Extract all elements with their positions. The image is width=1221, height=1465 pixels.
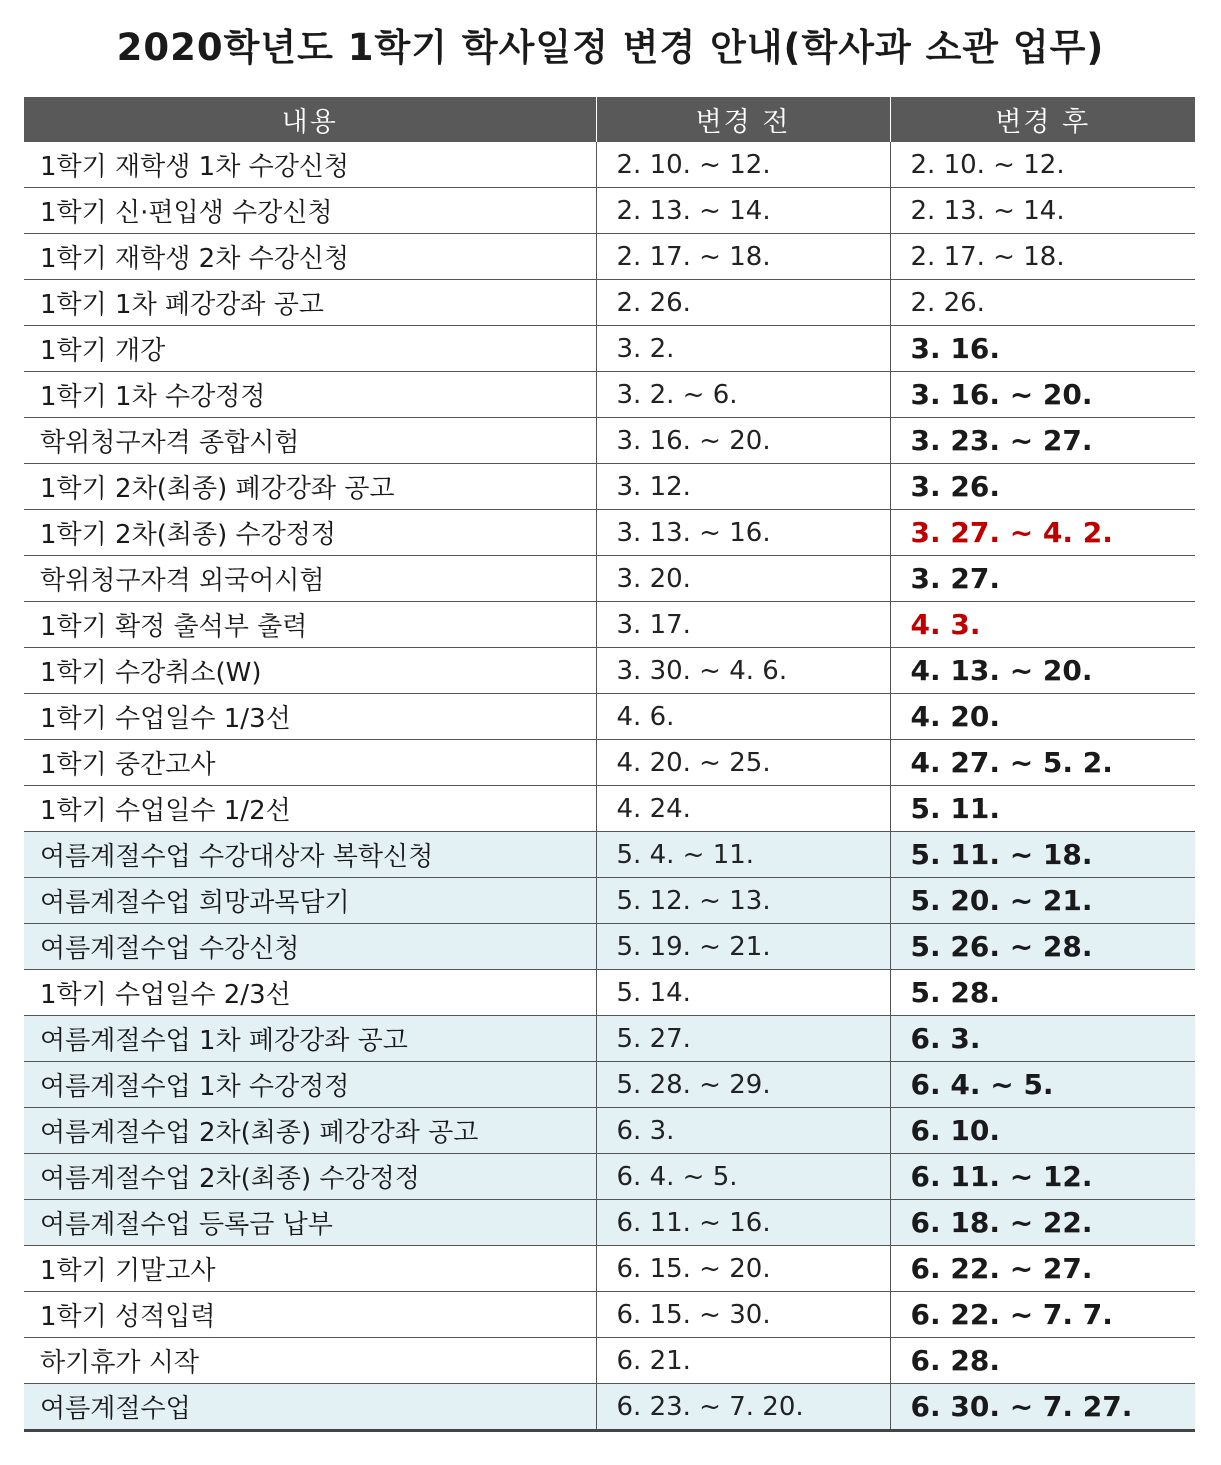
cell-after: 3. 23. ~ 27. [890,418,1195,464]
table-row [24,924,1195,970]
table-row [24,1338,1195,1384]
cell-after: 5. 11. ~ 18. [890,832,1195,878]
cell-before: 5. 28. ~ 29. [596,1062,890,1108]
cell-after: 3. 16. ~ 20. [890,372,1195,418]
cell-content: 1학기 기말고사 [24,1246,596,1292]
cell-content: 하기휴가 시작 [24,1338,596,1384]
table-row [24,1292,1195,1338]
cell-after: 2. 10. ~ 12. [890,142,1195,188]
cell-after: 4. 27. ~ 5. 2. [890,740,1195,786]
cell-before: 3. 20. [596,556,890,602]
table-row [24,280,1195,326]
cell-content: 학위청구자격 종합시험 [24,418,596,464]
cell-before: 6. 11. ~ 16. [596,1200,890,1246]
cell-before: 6. 3. [596,1108,890,1154]
cell-content: 1학기 신·편입생 수강신청 [24,188,596,234]
table-row [24,188,1195,234]
cell-before: 6. 4. ~ 5. [596,1154,890,1200]
cell-content: 여름계절수업 수강신청 [24,924,596,970]
cell-after: 6. 22. ~ 7. 7. [890,1292,1195,1338]
cell-content: 1학기 성적입력 [24,1292,596,1338]
cell-after: 4. 13. ~ 20. [890,648,1195,694]
cell-after: 3. 27. [890,556,1195,602]
cell-before: 6. 21. [596,1338,890,1384]
header-before: 변경 전 [596,97,890,142]
cell-content: 1학기 수강취소(W) [24,648,596,694]
table-row [24,326,1195,372]
table-row [24,1108,1195,1154]
cell-before: 3. 16. ~ 20. [596,418,890,464]
table-row [24,142,1195,188]
cell-before: 3. 13. ~ 16. [596,510,890,556]
cell-before: 4. 6. [596,694,890,740]
cell-content: 여름계절수업 등록금 납부 [24,1200,596,1246]
cell-before: 6. 15. ~ 30. [596,1292,890,1338]
cell-before: 6. 15. ~ 20. [596,1246,890,1292]
cell-before: 5. 19. ~ 21. [596,924,890,970]
table-row [24,602,1195,648]
cell-before: 3. 2. ~ 6. [596,372,890,418]
cell-content: 1학기 중간고사 [24,740,596,786]
cell-after: 2. 26. [890,280,1195,326]
cell-after: 6. 3. [890,1016,1195,1062]
cell-before: 5. 12. ~ 13. [596,878,890,924]
cell-after: 5. 28. [890,970,1195,1016]
cell-after: 6. 10. [890,1108,1195,1154]
cell-after: 4. 3. [890,602,1195,648]
table-header-row [24,97,1195,142]
table-row [24,1062,1195,1108]
cell-before: 4. 20. ~ 25. [596,740,890,786]
cell-after: 6. 18. ~ 22. [890,1200,1195,1246]
table-row [24,1246,1195,1292]
cell-content: 1학기 2차(최종) 폐강강좌 공고 [24,464,596,510]
cell-before: 2. 13. ~ 14. [596,188,890,234]
cell-before: 3. 17. [596,602,890,648]
table-row [24,694,1195,740]
cell-after: 3. 27. ~ 4. 2. [890,510,1195,556]
cell-before: 2. 17. ~ 18. [596,234,890,280]
cell-content: 1학기 재학생 1차 수강신청 [24,142,596,188]
cell-after: 5. 26. ~ 28. [890,924,1195,970]
cell-before: 5. 14. [596,970,890,1016]
cell-before: 3. 2. [596,326,890,372]
table-row [24,372,1195,418]
cell-content: 1학기 확정 출석부 출력 [24,602,596,648]
page-title: 2020학년도 1학기 학사일정 변경 안내(학사과 소관 업무) [116,26,1105,69]
cell-after: 2. 17. ~ 18. [890,234,1195,280]
table-row [24,1384,1195,1431]
cell-content: 1학기 재학생 2차 수강신청 [24,234,596,280]
cell-after: 6. 11. ~ 12. [890,1154,1195,1200]
cell-content: 학위청구자격 외국어시험 [24,556,596,602]
table-row [24,786,1195,832]
cell-content: 여름계절수업 [24,1384,596,1431]
header-after: 변경 후 [890,97,1195,142]
cell-after: 6. 22. ~ 27. [890,1246,1195,1292]
table-row [24,510,1195,556]
cell-after: 5. 20. ~ 21. [890,878,1195,924]
table-row [24,464,1195,510]
cell-before: 2. 26. [596,280,890,326]
cell-content: 여름계절수업 2차(최종) 수강정정 [24,1154,596,1200]
table-row [24,556,1195,602]
cell-content: 여름계절수업 희망과목담기 [24,878,596,924]
cell-before: 5. 4. ~ 11. [596,832,890,878]
table-row [24,418,1195,464]
table-row [24,1154,1195,1200]
cell-before: 4. 24. [596,786,890,832]
cell-after: 5. 11. [890,786,1195,832]
table-row [24,740,1195,786]
cell-after: 3. 16. [890,326,1195,372]
cell-content: 여름계절수업 1차 폐강강좌 공고 [24,1016,596,1062]
cell-content: 1학기 1차 폐강강좌 공고 [24,280,596,326]
cell-before: 3. 30. ~ 4. 6. [596,648,890,694]
table-row [24,832,1195,878]
cell-before: 2. 10. ~ 12. [596,142,890,188]
table-row [24,970,1195,1016]
table-row [24,234,1195,280]
cell-before: 5. 27. [596,1016,890,1062]
cell-content: 1학기 수업일수 1/3선 [24,694,596,740]
cell-after: 6. 28. [890,1338,1195,1384]
cell-content: 1학기 수업일수 1/2선 [24,786,596,832]
cell-content: 여름계절수업 2차(최종) 폐강강좌 공고 [24,1108,596,1154]
cell-after: 4. 20. [890,694,1195,740]
cell-after: 2. 13. ~ 14. [890,188,1195,234]
cell-after: 3. 26. [890,464,1195,510]
header-content: 내용 [24,97,596,142]
cell-before: 6. 23. ~ 7. 20. [596,1384,890,1431]
cell-content: 1학기 수업일수 2/3선 [24,970,596,1016]
cell-before: 3. 12. [596,464,890,510]
table-row [24,878,1195,924]
cell-content: 여름계절수업 1차 수강정정 [24,1062,596,1108]
cell-content: 1학기 1차 수강정정 [24,372,596,418]
cell-content: 여름계절수업 수강대상자 복학신청 [24,832,596,878]
cell-content: 1학기 개강 [24,326,596,372]
cell-after: 6. 4. ~ 5. [890,1062,1195,1108]
table-row [24,1200,1195,1246]
table-row [24,1016,1195,1062]
cell-content: 1학기 2차(최종) 수강정정 [24,510,596,556]
schedule-table [24,97,1195,1432]
cell-after: 6. 30. ~ 7. 27. [890,1384,1195,1431]
table-row [24,648,1195,694]
